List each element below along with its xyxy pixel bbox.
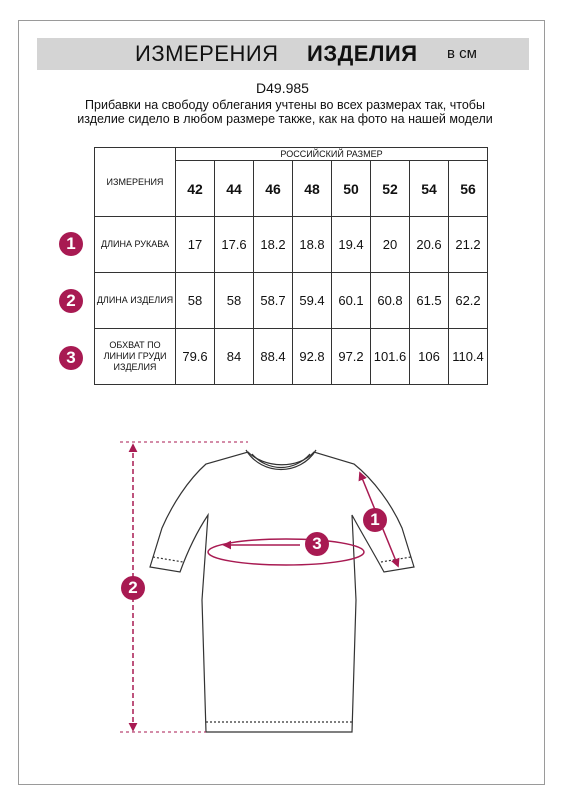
size-cell: 42 <box>176 161 215 217</box>
value-cell: 21.2 <box>449 217 488 273</box>
value-cell: 20.6 <box>410 217 449 273</box>
value-cell: 110.4 <box>449 329 488 385</box>
value-cell: 58 <box>176 273 215 329</box>
size-cell: 48 <box>293 161 332 217</box>
row-label: ОБХВАТ ПО ЛИНИИ ГРУДИ ИЗДЕЛИЯ <box>95 329 176 385</box>
value-cell: 61.5 <box>410 273 449 329</box>
diagram-badge-3: 3 <box>305 532 329 556</box>
row-label: ДЛИНА ИЗДЕЛИЯ <box>95 273 176 329</box>
value-cell: 19.4 <box>332 217 371 273</box>
row-badge-1: 1 <box>59 232 83 256</box>
value-cell: 20 <box>371 217 410 273</box>
measure-header: ИЗМЕРЕНИЯ <box>95 148 176 217</box>
value-cell: 60.1 <box>332 273 371 329</box>
value-cell: 92.8 <box>293 329 332 385</box>
value-cell: 17 <box>176 217 215 273</box>
size-header: РОССИЙСКИЙ РАЗМЕР <box>176 148 488 161</box>
chest-ellipse <box>208 539 364 565</box>
value-cell: 60.8 <box>371 273 410 329</box>
value-cell: 58 <box>215 273 254 329</box>
value-cell: 84 <box>215 329 254 385</box>
value-cell: 18.2 <box>254 217 293 273</box>
size-cell: 44 <box>215 161 254 217</box>
value-cell: 17.6 <box>215 217 254 273</box>
value-cell: 106 <box>410 329 449 385</box>
size-cell: 46 <box>254 161 293 217</box>
diagram-badge-2: 2 <box>121 576 145 600</box>
header-unit: в см <box>447 45 477 62</box>
value-cell: 59.4 <box>293 273 332 329</box>
fit-note: Прибавки на свободу облегания учтены во всех размерах так, чтобы изделие сидело в любом размере также, как на фото на нашей модели <box>77 98 493 126</box>
value-cell: 88.4 <box>254 329 293 385</box>
size-cell: 56 <box>449 161 488 217</box>
size-cell: 50 <box>332 161 371 217</box>
tshirt-outline <box>150 450 414 732</box>
header-title-bold: ИЗДЕЛИЯ <box>307 41 418 66</box>
article-number: D49.985 <box>256 80 309 96</box>
value-cell: 58.7 <box>254 273 293 329</box>
size-cell: 52 <box>371 161 410 217</box>
value-cell: 62.2 <box>449 273 488 329</box>
size-cell: 54 <box>410 161 449 217</box>
value-cell: 97.2 <box>332 329 371 385</box>
header-title: ИЗМЕРЕНИЯ <box>135 41 279 66</box>
value-cell: 79.6 <box>176 329 215 385</box>
value-cell: 101.6 <box>371 329 410 385</box>
row-label: ДЛИНА РУКАВА <box>95 217 176 273</box>
row-badge-2: 2 <box>59 289 83 313</box>
diagram-badge-1: 1 <box>363 508 387 532</box>
value-cell: 18.8 <box>293 217 332 273</box>
row-badge-3: 3 <box>59 346 83 370</box>
